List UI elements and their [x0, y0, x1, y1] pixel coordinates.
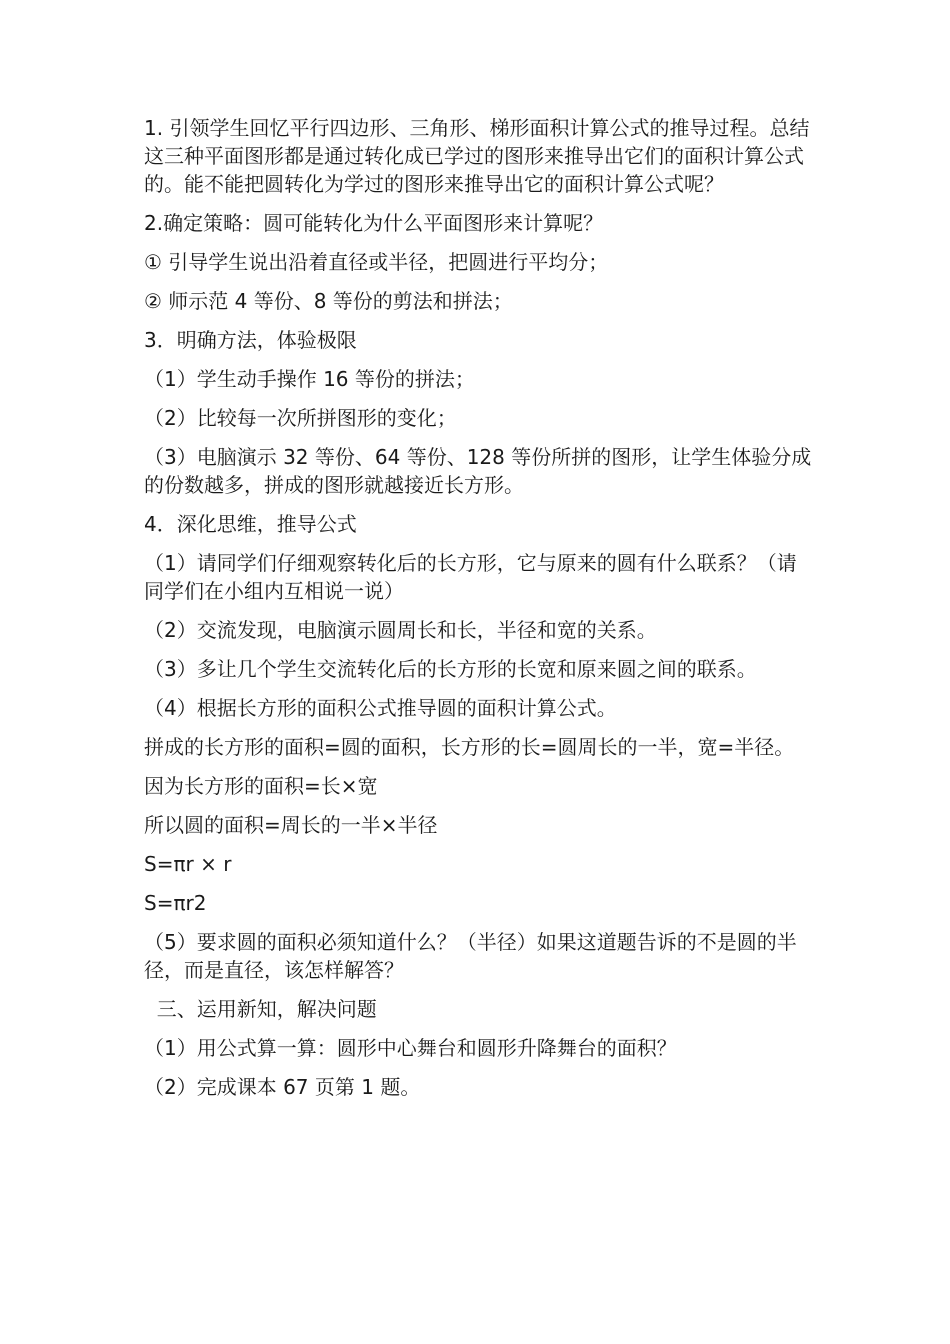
document-page	[144, 114, 812, 1112]
paragraph-derive-2: （2）交流发现，电脑演示圆周长和长，半径和宽的关系。	[144, 618, 657, 642]
paragraph-item-2: （2）比较每一次所拼图形的变化；	[144, 406, 457, 430]
paragraph-derive-5: （5）要求圆的面积必须知道什么？（半径）如果这道题告诉的不是圆的半径，而是直径，该怎样解答？	[144, 930, 797, 982]
section-heading-derive: 4．深化思维，推导公式	[144, 512, 357, 536]
paragraph-apply-2: （2）完成课本 67 页第 1 题。	[144, 1075, 421, 1099]
formula-s-pi-r2: S=πr2	[144, 891, 207, 915]
section-heading-method: 3．明确方法，体验极限	[144, 328, 357, 352]
paragraph-review-formulas: 1. 引领学生回忆平行四边形、三角形、梯形面积计算公式的推导过程。总结这三种平面图形都是通过转化成已学过的图形来推导出它们的面积计算公式的。能不能把圆转化为学过的图形来推导出它的面积计算公式呢？	[144, 116, 810, 196]
paragraph-derive-1: （1）请同学们仔细观察转化后的长方形，它与原来的圆有什么联系？（请同学们在小组内互相说一说）	[144, 551, 797, 603]
formula-circle-area-words: 所以圆的面积=周长的一半×半径	[144, 813, 438, 837]
paragraph-strategy: 2.确定策略：圆可能转化为什么平面图形来计算呢？	[144, 211, 604, 235]
formula-rectangle-area: 因为长方形的面积=长×宽	[144, 774, 378, 798]
paragraph-derive-3: （3）多让几个学生交流转化后的长方形的长宽和原来圆之间的联系。	[144, 657, 757, 681]
paragraph-step-2: ② 师示范 4 等份、8 等份的剪法和拼法；	[144, 289, 513, 313]
paragraph-derive-4: （4）根据长方形的面积公式推导圆的面积计算公式。	[144, 696, 617, 720]
formula-s-pi-r-r: S=πr × r	[144, 852, 232, 876]
paragraph-item-1: （1）学生动手操作 16 等份的拼法；	[144, 367, 475, 391]
paragraph-area-relation: 拼成的长方形的面积=圆的面积，长方形的长=圆周长的一半，宽=半径。	[144, 735, 795, 759]
paragraph-item-3: （3）电脑演示 32 等份、64 等份、128 等份所拼的图形，让学生体验分成的份数越多，拼成的图形就越接近长方形。	[144, 445, 812, 497]
paragraph-step-1: ① 引导学生说出沿着直径或半径，把圆进行平均分；	[144, 250, 609, 274]
section-heading-apply: 三、运用新知，解决问题	[144, 997, 377, 1021]
paragraph-apply-1: （1）用公式算一算：圆形中心舞台和圆形升降舞台的面积？	[144, 1036, 677, 1060]
